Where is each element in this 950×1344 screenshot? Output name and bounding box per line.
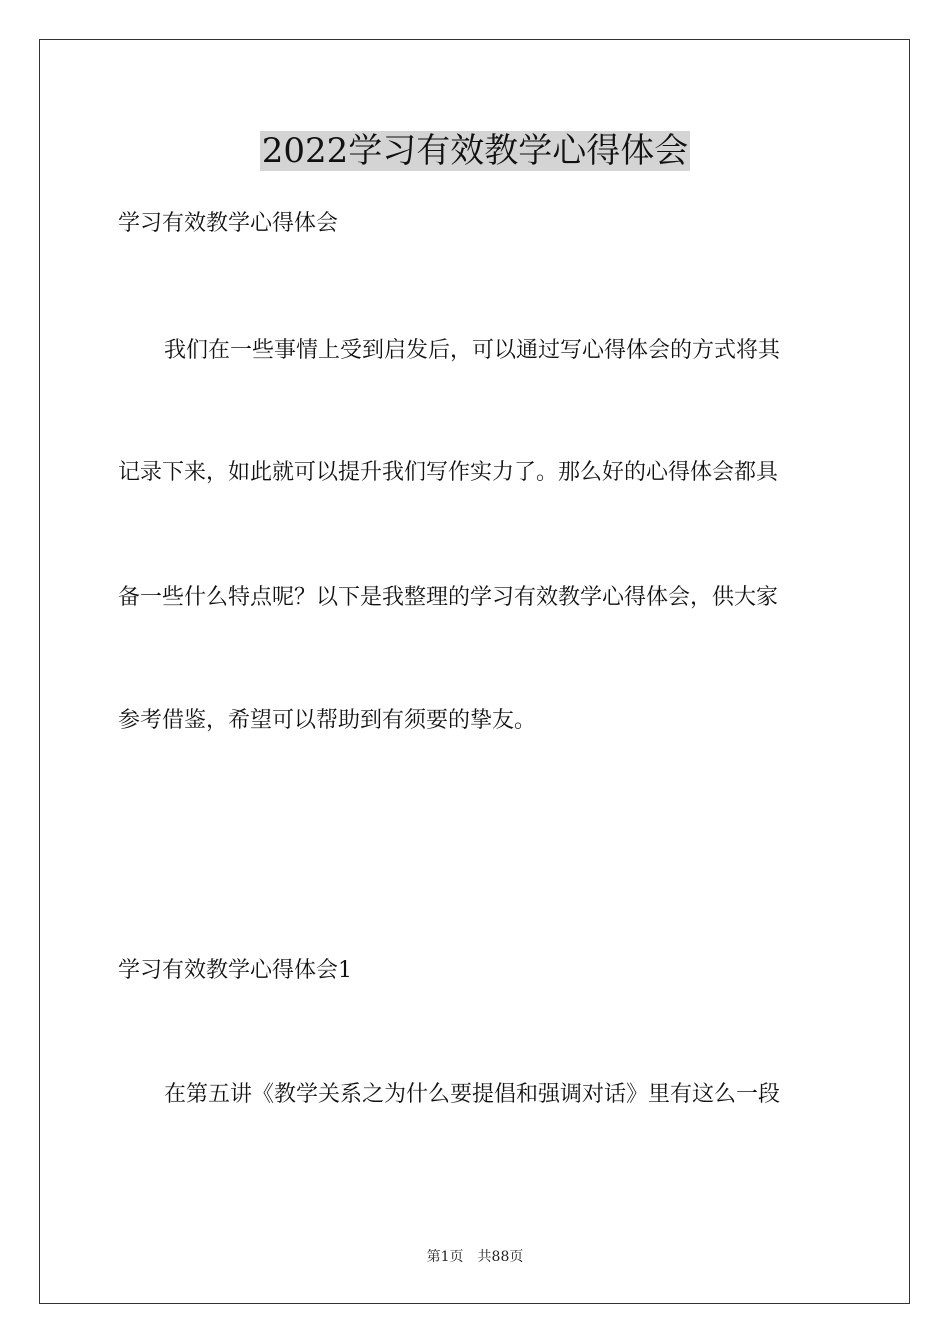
intro-line-2: 记录下来，如此就可以提升我们写作实力了。那么好的心得体会都具 <box>118 460 779 485</box>
page-number-current: 第1页 <box>426 1249 464 1265</box>
intro-line-3: 备一些什么特点呢？以下是我整理的学习有效教学心得体会，供大家 <box>118 585 779 610</box>
section-heading: 学习有效教学心得体会1 <box>118 958 352 983</box>
document-title <box>0 127 950 175</box>
intro-line-4: 参考借鉴，希望可以帮助到有须要的挚友。 <box>118 708 537 733</box>
document-subtitle: 学习有效教学心得体会 <box>118 211 339 236</box>
page-number-total: 共88页 <box>477 1249 524 1265</box>
page-footer <box>0 1247 950 1267</box>
intro-line-1: 我们在一些事情上受到启发后，可以通过写心得体会的方式将其 <box>164 338 781 363</box>
document-title-text: 2022学习有效教学心得体会 <box>261 131 689 171</box>
section-first-line: 在第五讲《教学关系之为什么要提倡和强调对话》里有这么一段 <box>164 1082 781 1107</box>
